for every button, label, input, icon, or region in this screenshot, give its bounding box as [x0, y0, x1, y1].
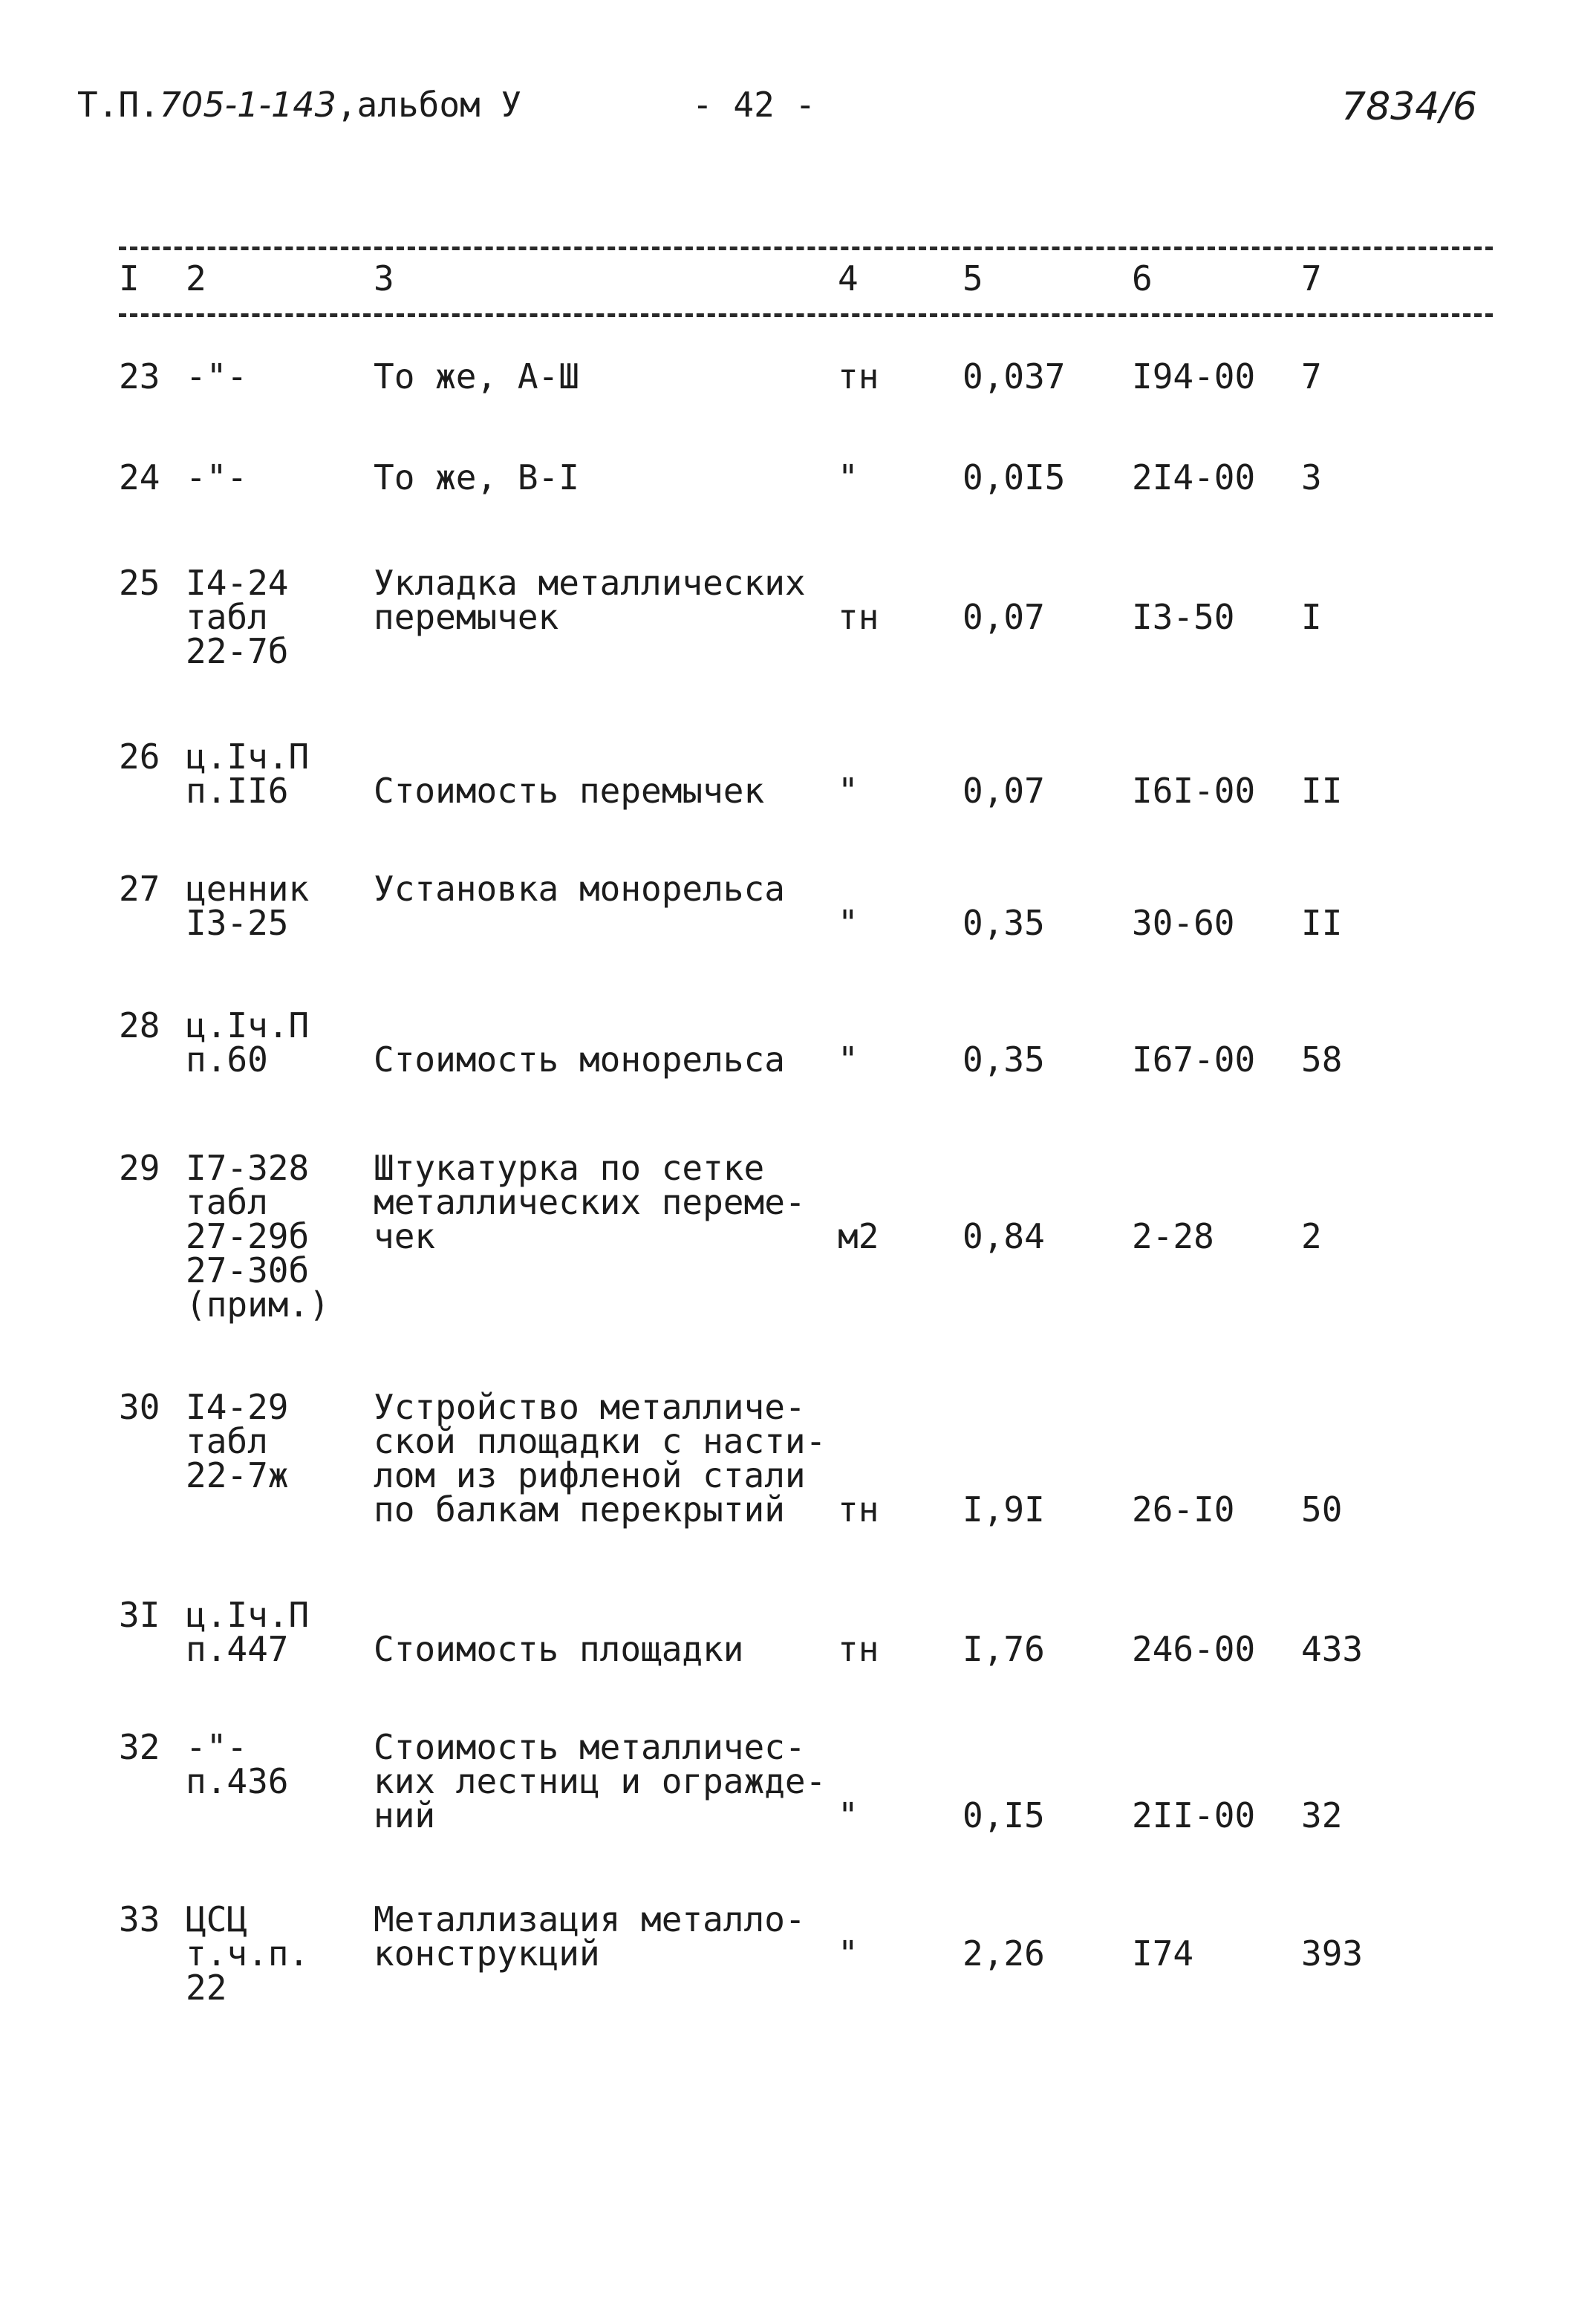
- row-unit-price: 2II-00: [1132, 1795, 1256, 1835]
- row-unit: тн: [838, 1489, 879, 1530]
- row-description: Стоимость металличес- ких лестниц и огражде- ний: [374, 1727, 827, 1835]
- row-description: Стоимость перемычек: [374, 771, 765, 811]
- row-description: То же, А-Ш: [374, 356, 579, 396]
- row-unit-price: I94-00: [1132, 356, 1256, 396]
- row-total: 32: [1301, 1795, 1343, 1835]
- row-unit: ": [838, 1933, 859, 1974]
- row-quantity: I,9I: [962, 1489, 1045, 1530]
- row-unit-price: I3-50: [1132, 597, 1235, 637]
- row-total: II: [1301, 903, 1343, 943]
- row-reference: ЦСЦ т.ч.п. 22: [186, 1899, 310, 2008]
- row-unit: тн: [838, 356, 879, 396]
- row-unit-price: I6I-00: [1132, 771, 1256, 811]
- row-number: 23: [119, 356, 160, 396]
- row-unit: м2: [838, 1216, 879, 1256]
- sheet-code-handwritten: 7834/6: [1341, 85, 1477, 129]
- table-top-rule: [119, 247, 1493, 250]
- row-reference: -"-: [186, 457, 248, 497]
- row-unit-price: 26-I0: [1132, 1489, 1235, 1530]
- row-quantity: 0,84: [962, 1216, 1045, 1256]
- row-unit-price: I74: [1132, 1933, 1194, 1974]
- row-description: Стоимость монорельса: [374, 1039, 785, 1080]
- row-total: 58: [1301, 1039, 1343, 1080]
- table-header-rule: [119, 313, 1493, 317]
- row-unit: ": [838, 771, 859, 811]
- row-unit-price: 2I4-00: [1132, 457, 1256, 497]
- row-quantity: 0,07: [962, 597, 1045, 637]
- row-quantity: 0,35: [962, 1039, 1045, 1080]
- row-number: 24: [119, 457, 160, 497]
- column-header-1: I: [119, 258, 140, 298]
- row-unit: ": [838, 1039, 859, 1080]
- page-number: - 42 -: [692, 85, 816, 125]
- row-reference: ц.Iч.П п.II6: [186, 737, 310, 811]
- document-reference: [77, 85, 522, 125]
- row-unit: ": [838, 903, 859, 943]
- column-header-2: 2: [186, 258, 206, 298]
- row-description: Укладка металлических перемычек: [374, 563, 806, 637]
- row-number: 32: [119, 1727, 160, 1767]
- row-reference: ценник I3-25: [186, 869, 310, 943]
- row-quantity: 0,07: [962, 771, 1045, 811]
- row-description: Стоимость площадки: [374, 1629, 744, 1669]
- column-header-3: 3: [374, 258, 394, 298]
- row-unit-price: 2-28: [1132, 1216, 1214, 1256]
- column-header-7: 7: [1301, 258, 1322, 298]
- row-number: 30: [119, 1387, 160, 1427]
- column-header-6: 6: [1132, 258, 1153, 298]
- row-quantity: 0,037: [962, 356, 1066, 396]
- row-unit: ": [838, 457, 859, 497]
- row-description: Установка монорельса: [374, 869, 785, 909]
- row-total: I: [1301, 597, 1322, 637]
- row-total: 7: [1301, 356, 1322, 396]
- row-reference: -"- п.436: [186, 1727, 289, 1801]
- row-reference: -"-: [186, 356, 248, 396]
- row-total: II: [1301, 771, 1343, 811]
- row-number: 26: [119, 737, 160, 777]
- row-description: То же, В-I: [374, 457, 579, 497]
- row-quantity: 0,I5: [962, 1795, 1045, 1835]
- row-total: 3: [1301, 457, 1322, 497]
- row-reference: I4-29 табл 22-7ж: [186, 1387, 289, 1495]
- row-reference: I7-328 табл 27-29б 27-30б (прим.): [186, 1148, 330, 1325]
- row-unit-price: 30-60: [1132, 903, 1235, 943]
- column-header-5: 5: [962, 258, 983, 298]
- row-number: 25: [119, 563, 160, 603]
- row-description: Штукатурка по сетке металлических переме- чек: [374, 1148, 806, 1256]
- row-quantity: I,76: [962, 1629, 1045, 1669]
- doc-number-handwritten: 705-1-143: [159, 85, 336, 125]
- row-quantity: 0,0I5: [962, 457, 1066, 497]
- row-number: 27: [119, 869, 160, 909]
- row-unit-price: I67-00: [1132, 1039, 1256, 1080]
- row-reference: ц.Iч.П п.60: [186, 1005, 310, 1080]
- row-unit: тн: [838, 597, 879, 637]
- row-total: 50: [1301, 1489, 1343, 1530]
- row-total: 2: [1301, 1216, 1322, 1256]
- row-description: Устройство металличе- ской площадки с насти- лом из рифленой стали по балкам перекрытий: [374, 1387, 827, 1530]
- row-number: 29: [119, 1148, 160, 1188]
- row-number: 28: [119, 1005, 160, 1045]
- row-description: Металлизация металло- конструкций: [374, 1899, 806, 1974]
- row-quantity: 0,35: [962, 903, 1045, 943]
- doc-prefix: Т.П.: [77, 85, 160, 125]
- row-number: 3I: [119, 1595, 160, 1635]
- column-header-4: 4: [838, 258, 859, 298]
- row-reference: I4-24 табл 22-7б: [186, 563, 289, 671]
- album-label: ,альбом У: [336, 85, 522, 125]
- row-number: 33: [119, 1899, 160, 1939]
- row-total: 433: [1301, 1629, 1364, 1669]
- row-quantity: 2,26: [962, 1933, 1045, 1974]
- row-reference: ц.Iч.П п.447: [186, 1595, 310, 1669]
- row-unit-price: 246-00: [1132, 1629, 1256, 1669]
- row-total: 393: [1301, 1933, 1364, 1974]
- row-unit: тн: [838, 1629, 879, 1669]
- row-unit: ": [838, 1795, 859, 1835]
